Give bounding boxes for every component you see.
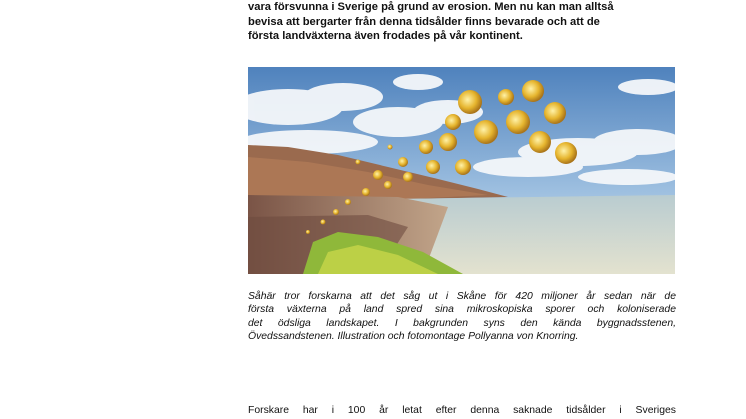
illustration-image bbox=[248, 67, 675, 274]
caption-line: det ödsliga landskapet. I bakgrunden syns den kända byggnadsstenen, bbox=[248, 317, 676, 329]
lead-line: första landväxterna även frodades på vår kontinent. bbox=[248, 30, 523, 43]
lead-paragraph bbox=[248, 0, 676, 44]
lead-line: bevisa att bergarter från denna tidsålder finns bevarade och att de bbox=[248, 15, 600, 28]
body-paragraph: Forskare har i 100 år letat efter denna saknade tidsålder i Sveriges bbox=[248, 405, 676, 416]
caption-line: Övedssandstenen. Illustration och fotomontage Pollyanna von Knorring. bbox=[248, 331, 579, 343]
figure-caption bbox=[248, 290, 676, 344]
caption-line: första växterna på land spred sina mikroskopiska sporer och koloniserade bbox=[248, 304, 676, 316]
caption-line: Såhär tror forskarna att det såg ut i Skåne för 420 miljoner år sedan när de bbox=[248, 291, 676, 302]
lead-line: vara försvunna i Sverige på grund av erosion. Men nu kan man alltså bbox=[248, 1, 614, 13]
